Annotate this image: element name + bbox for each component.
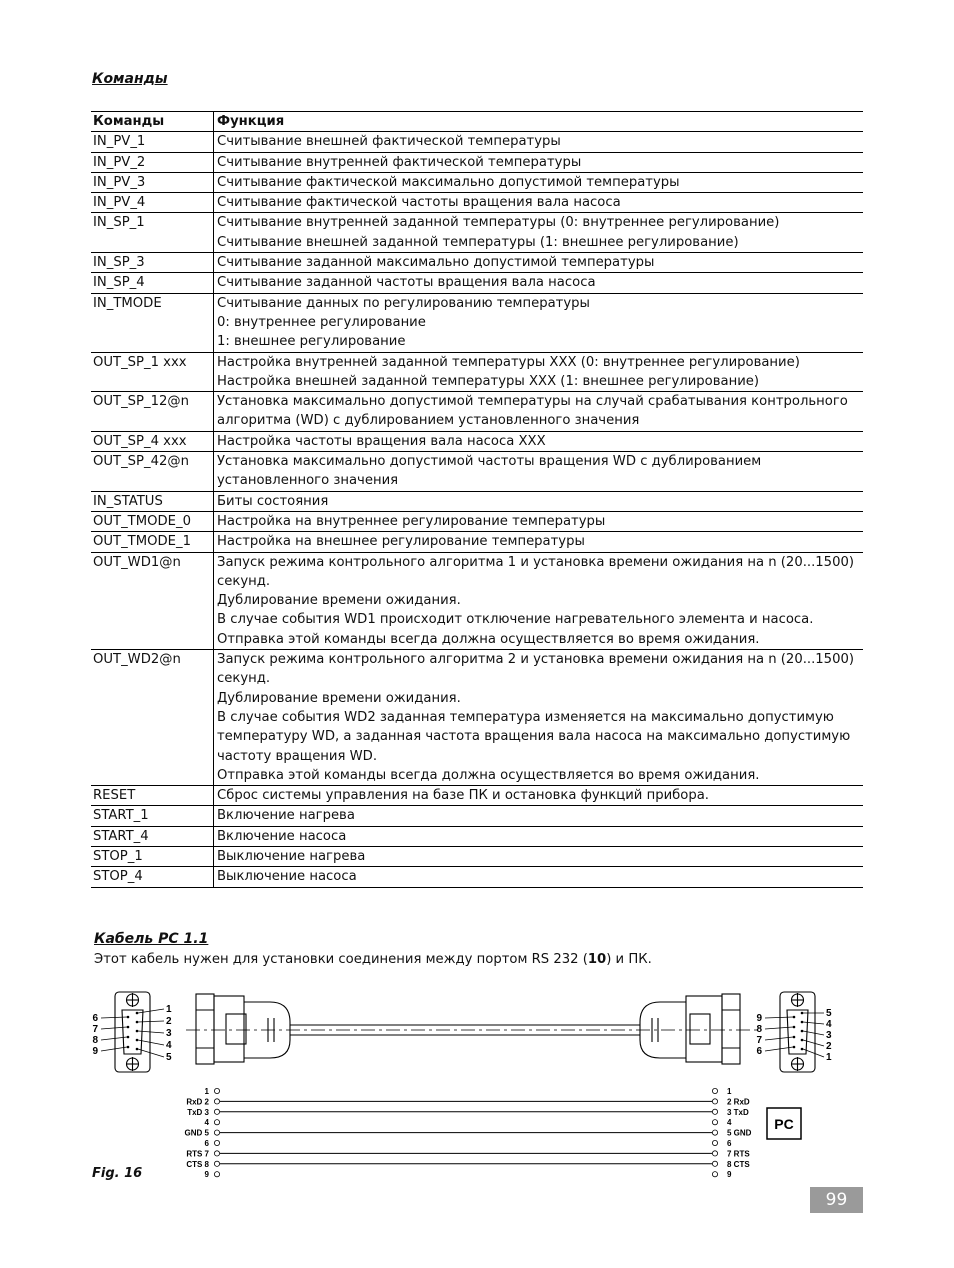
table-row xyxy=(91,431,863,451)
table-row xyxy=(91,511,863,531)
cable-desc-text-2: ) и ПК. xyxy=(606,952,652,967)
function-line: Дублирование времени ожидания. xyxy=(217,593,461,609)
right-pin-terminal xyxy=(712,1109,717,1114)
table-row xyxy=(91,293,863,352)
function-line: Установка максимально допустимой температуры на случай срабатывания контрольного xyxy=(217,394,848,410)
right-front-pin-label: 8 xyxy=(756,1024,762,1035)
left-pin-terminal xyxy=(214,1109,219,1114)
function-line: Сброс системы управления на базе ПК и остановка функций прибора. xyxy=(217,788,709,804)
right-wiring-pin-label: 3 TxD xyxy=(727,1107,749,1117)
function-line: Отправка этой команды всегда должна осуществляется во время ожидания. xyxy=(217,767,760,783)
function-line: Считывание внутренней заданной температуры (0: внутреннее регулирование) xyxy=(217,215,780,231)
table-row xyxy=(91,826,863,846)
left-front-pin-label: 8 xyxy=(92,1035,98,1046)
pin-dot xyxy=(801,1021,804,1024)
pin-dot xyxy=(136,1021,139,1024)
right-pin-terminal xyxy=(712,1120,717,1125)
table-row xyxy=(91,193,863,213)
left-wiring-pin-label: RxD 2 xyxy=(186,1097,209,1107)
header-commands: Команды xyxy=(91,112,214,132)
command-cell: OUT_WD1@n xyxy=(91,552,214,649)
pin-dot xyxy=(127,1016,130,1019)
left-dsub-front-view xyxy=(115,992,150,1072)
function-line: Дублирование времени ожидания. xyxy=(217,690,461,706)
function-cell xyxy=(214,253,864,273)
left-wiring-pin-label: 9 xyxy=(204,1170,209,1180)
function-line: Настройка внутренней заданной температуры XXX (0: внутреннее регулирование) xyxy=(217,354,800,370)
right-front-pin-label: 4 xyxy=(826,1019,832,1030)
command-cell: OUT_TMODE_1 xyxy=(91,532,214,552)
pin-leader xyxy=(803,1022,824,1024)
command-cell: OUT_WD2@n xyxy=(91,650,214,786)
function-cell xyxy=(214,867,864,887)
command-cell: OUT_SP_12@n xyxy=(91,392,214,432)
table-row xyxy=(91,452,863,492)
pin-dot xyxy=(127,1036,130,1039)
function-line: В случае события WD1 происходит отключение нагревательного элемента и насоса. xyxy=(217,612,814,628)
section-title: Команды xyxy=(92,71,168,87)
function-line: температуру WD, а заданная частота вращения вала насоса на максимально допустимую xyxy=(217,729,851,745)
function-line: установленного значения xyxy=(217,473,399,489)
function-cell xyxy=(214,552,864,649)
pin-dot xyxy=(127,1026,130,1029)
pin-dot xyxy=(793,1036,796,1039)
function-line: Выключение насоса xyxy=(217,869,357,885)
left-wiring-pin-label: TxD 3 xyxy=(187,1107,209,1117)
cable-description xyxy=(94,952,652,967)
pin-dot xyxy=(136,1039,139,1042)
function-line: алгоритма (WD) с дублированием установленного значения xyxy=(217,413,640,429)
left-wiring-pin-label: RTS 7 xyxy=(186,1149,209,1159)
pin-leader xyxy=(138,1021,164,1022)
function-line: Считывание фактической максимально допустимой температуры xyxy=(217,174,680,190)
left-wiring-pin-label: GND 5 xyxy=(184,1128,209,1138)
left-pin-terminal xyxy=(214,1088,219,1093)
right-pin-terminal xyxy=(712,1151,717,1156)
pin-leader xyxy=(765,1017,793,1018)
function-line: Включение нагрева xyxy=(217,808,355,824)
right-wiring-pin-label: 8 CTS xyxy=(727,1159,750,1169)
commands-table xyxy=(91,111,863,888)
function-line: Биты состояния xyxy=(217,493,329,509)
function-cell xyxy=(214,431,864,451)
pin-dot xyxy=(793,1046,796,1049)
command-cell: IN_PV_1 xyxy=(91,132,214,152)
function-line: Запуск режима контрольного алгоритма 2 и установка времени ожидания на n (20...1500) xyxy=(217,652,854,668)
left-cable-plug xyxy=(196,994,290,1064)
pin-dot xyxy=(136,1012,139,1015)
function-cell xyxy=(214,846,864,866)
left-front-pin-label: 5 xyxy=(166,1052,172,1063)
left-pin-terminal xyxy=(214,1172,219,1177)
function-cell xyxy=(214,293,864,352)
function-line: Запуск режима контрольного алгоритма 1 и установка времени ожидания на n (20...1500) xyxy=(217,554,854,570)
function-line: Считывание внутренней фактической температуры xyxy=(217,154,582,170)
pin-dot xyxy=(801,1048,804,1051)
table-row xyxy=(91,213,863,253)
command-cell: IN_SP_3 xyxy=(91,253,214,273)
pin-dot xyxy=(793,1026,796,1029)
pin-dot xyxy=(136,1030,139,1033)
table-body xyxy=(91,132,863,887)
left-front-pin-label: 1 xyxy=(166,1004,172,1015)
right-wiring-pin-label: 6 xyxy=(727,1139,732,1148)
right-front-pin-label: 6 xyxy=(756,1046,762,1057)
cable-diagram xyxy=(0,980,954,1180)
right-wiring-pin-label: 4 xyxy=(727,1118,732,1128)
function-line: 1: внешнее регулирование xyxy=(217,334,406,350)
left-pin-terminal xyxy=(214,1099,219,1104)
table-row xyxy=(91,491,863,511)
cable-desc-port-number: 10 xyxy=(587,952,607,967)
right-wiring-pin-label: 1 xyxy=(727,1087,732,1096)
left-wiring-pin-label: CTS 8 xyxy=(186,1159,209,1169)
table-row xyxy=(91,532,863,552)
function-line: Считывание заданной частоты вращения вала насоса xyxy=(217,275,596,291)
function-line: секунд. xyxy=(217,573,271,589)
left-wiring-pin-label: 6 xyxy=(204,1139,209,1148)
right-front-pin-label: 5 xyxy=(826,1008,832,1019)
function-cell xyxy=(214,152,864,172)
pin-leader xyxy=(101,1047,127,1051)
pin-dot xyxy=(801,1012,804,1015)
command-cell: IN_PV_3 xyxy=(91,172,214,192)
function-line: Установка максимально допустимой частоты вращения WD с дублированием xyxy=(217,454,762,470)
command-cell: OUT_SP_4 xxx xyxy=(91,431,214,451)
left-pin-terminal xyxy=(214,1140,219,1145)
function-line: Считывание данных по регулированию температуры xyxy=(217,295,590,311)
right-pin-terminal xyxy=(712,1130,717,1135)
pin-leader xyxy=(138,1049,164,1057)
table-row xyxy=(91,806,863,826)
command-cell: IN_SP_1 xyxy=(91,213,214,253)
right-wiring-pin-label: 9 xyxy=(727,1170,732,1180)
right-wiring-pin-label: 7 RTS xyxy=(727,1149,750,1159)
function-cell xyxy=(214,193,864,213)
function-cell xyxy=(214,511,864,531)
function-line: В случае события WD2 заданная температура изменяется на максимально допустимую xyxy=(217,709,834,725)
function-cell xyxy=(214,392,864,432)
table-row xyxy=(91,552,863,649)
left-front-pin-label: 2 xyxy=(166,1016,172,1027)
right-front-pin-label: 9 xyxy=(756,1013,762,1024)
command-cell: STOP_4 xyxy=(91,867,214,887)
left-pin-terminal xyxy=(214,1130,219,1135)
pin-dot xyxy=(136,1048,139,1051)
cable-title: Кабель PC 1.1 xyxy=(94,931,209,947)
pin-dot xyxy=(801,1030,804,1033)
function-cell xyxy=(214,172,864,192)
pin-leader xyxy=(101,1017,127,1018)
command-cell: IN_PV_2 xyxy=(91,152,214,172)
pin-dot xyxy=(801,1039,804,1042)
function-cell xyxy=(214,806,864,826)
function-line: частоту вращения WD. xyxy=(217,748,378,764)
pin-leader xyxy=(803,1031,824,1035)
page-number: 99 xyxy=(810,1187,863,1213)
right-pin-terminal xyxy=(712,1140,717,1145)
function-cell xyxy=(214,786,864,806)
table-header-row xyxy=(91,112,863,132)
table-row xyxy=(91,352,863,392)
function-line: секунд. xyxy=(217,671,271,687)
left-pin-terminal xyxy=(214,1161,219,1166)
cable-desc-text-1: Этот кабель нужен для установки соединения между портом RS 232 ( xyxy=(94,952,588,967)
command-cell: IN_SP_4 xyxy=(91,273,214,293)
table-row xyxy=(91,867,863,887)
function-cell xyxy=(214,826,864,846)
table-row xyxy=(91,172,863,192)
function-line: Включение насоса xyxy=(217,828,347,844)
pin-dot xyxy=(793,1016,796,1019)
right-front-pin-label: 2 xyxy=(826,1041,832,1052)
right-cable-plug xyxy=(640,994,740,1064)
pc-label: PC xyxy=(774,1116,794,1132)
command-cell: RESET xyxy=(91,786,214,806)
function-line: Настройка внешней заданной температуры XXX (1: внешнее регулирование) xyxy=(217,373,760,389)
pin-dot xyxy=(127,1046,130,1049)
table-row xyxy=(91,392,863,432)
function-cell xyxy=(214,532,864,552)
table-row xyxy=(91,132,863,152)
function-cell xyxy=(214,213,864,253)
command-cell: OUT_SP_42@n xyxy=(91,452,214,492)
left-front-pin-label: 9 xyxy=(92,1046,98,1057)
function-line: Настройка частоты вращения вала насоса XXX xyxy=(217,433,546,449)
command-cell: IN_PV_4 xyxy=(91,193,214,213)
left-wiring-pin-label: 1 xyxy=(204,1087,209,1096)
table-row xyxy=(91,786,863,806)
pin-leader xyxy=(765,1027,793,1029)
right-front-pin-label: 3 xyxy=(826,1030,832,1041)
left-front-pin-label: 7 xyxy=(92,1024,98,1035)
function-line: Отправка этой команды всегда должна осуществляется во время ожидания. xyxy=(217,631,760,647)
command-cell: START_4 xyxy=(91,826,214,846)
function-line: Считывание внешней заданной температуры (1: внешнее регулирование) xyxy=(217,234,739,250)
table-row xyxy=(91,650,863,786)
right-pin-terminal xyxy=(712,1099,717,1104)
function-cell xyxy=(214,491,864,511)
table-row xyxy=(91,253,863,273)
command-cell: STOP_1 xyxy=(91,846,214,866)
command-cell: OUT_TMODE_0 xyxy=(91,511,214,531)
right-front-pin-label: 1 xyxy=(826,1052,832,1063)
table-row xyxy=(91,152,863,172)
left-pin-terminal xyxy=(214,1120,219,1125)
function-cell xyxy=(214,132,864,152)
right-pin-terminal xyxy=(712,1172,717,1177)
right-pin-terminal xyxy=(712,1161,717,1166)
right-wiring-pin-label: 5 GND xyxy=(727,1128,752,1138)
left-wiring-pin-label: 4 xyxy=(204,1118,209,1128)
function-line: Настройка на внутреннее регулирование температуры xyxy=(217,513,606,529)
table-row xyxy=(91,273,863,293)
command-cell: START_1 xyxy=(91,806,214,826)
command-cell: IN_TMODE xyxy=(91,293,214,352)
table-row xyxy=(91,846,863,866)
left-front-pin-label: 3 xyxy=(166,1028,172,1039)
right-wiring-pin-label: 2 RxD xyxy=(727,1097,750,1107)
function-cell xyxy=(214,452,864,492)
right-front-pin-label: 7 xyxy=(756,1035,762,1046)
figure-label: Fig. 16 xyxy=(92,1166,143,1181)
function-line: Настройка на внешнее регулирование температуры xyxy=(217,534,585,550)
left-front-pin-label: 4 xyxy=(166,1040,172,1051)
function-cell xyxy=(214,352,864,392)
command-cell: OUT_SP_1 xxx xyxy=(91,352,214,392)
function-line: 0: внутреннее регулирование xyxy=(217,314,426,330)
right-pin-terminal xyxy=(712,1088,717,1093)
function-cell xyxy=(214,650,864,786)
function-line: Считывание фактической частоты вращения вала насоса xyxy=(217,195,621,211)
function-cell xyxy=(214,273,864,293)
function-line: Считывание заданной максимально допустимой температуры xyxy=(217,255,655,271)
left-front-pin-label: 6 xyxy=(92,1013,98,1024)
function-line: Выключение нагрева xyxy=(217,848,366,864)
function-line: Считывание внешней фактической температуры xyxy=(217,134,561,150)
header-function: Функция xyxy=(217,114,285,129)
left-pin-terminal xyxy=(214,1151,219,1156)
command-cell: IN_STATUS xyxy=(91,491,214,511)
